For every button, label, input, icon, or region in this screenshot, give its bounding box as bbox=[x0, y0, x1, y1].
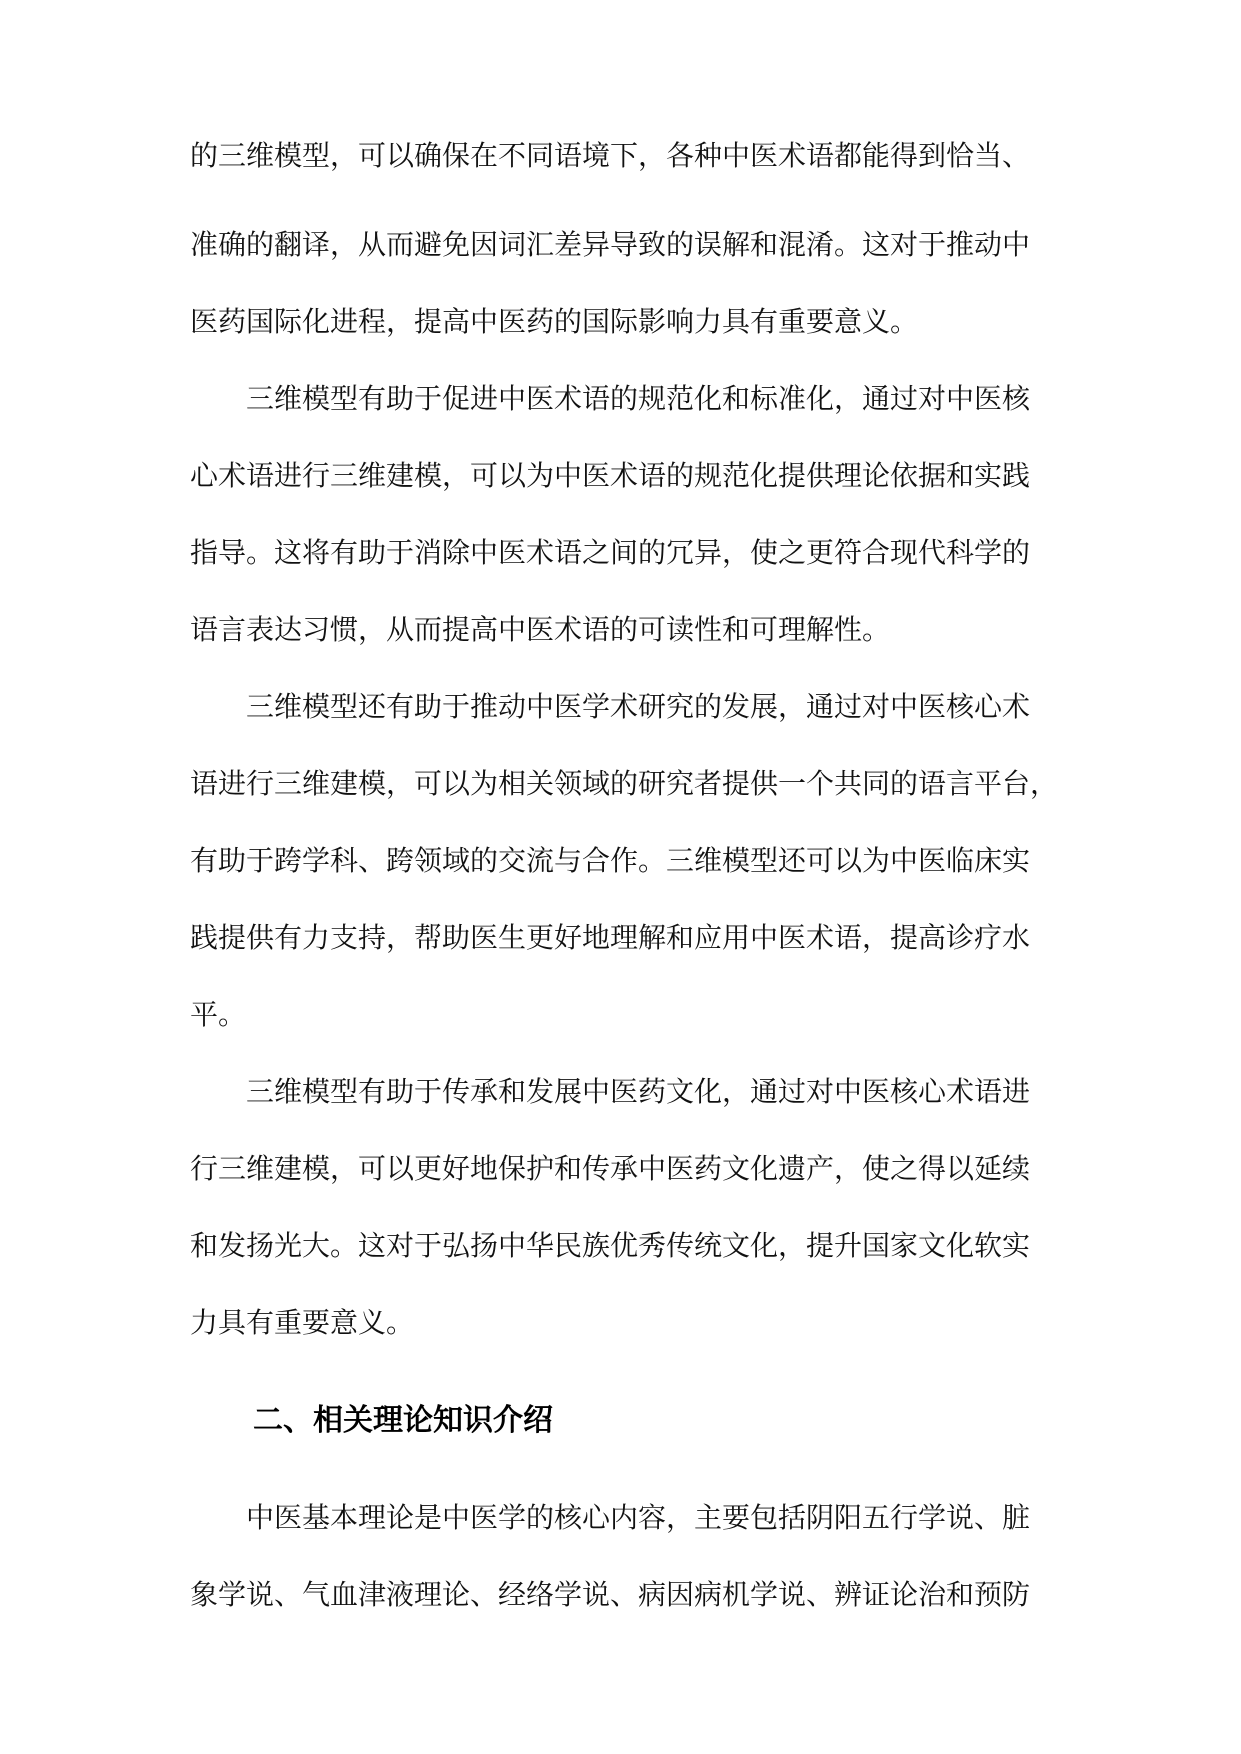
paragraph-3-line-1: 三维模型还有助于推动中医学术研究的发展，通过对中医核心术 bbox=[246, 690, 1031, 723]
paragraph-2-line-3: 指导。这将有助于消除中医术语之间的冗异，使之更符合现代科学的 bbox=[190, 536, 1031, 569]
paragraph-3-line-3: 有助于跨学科、跨领域的交流与合作。三维模型还可以为中医临床实 bbox=[190, 844, 1031, 877]
section-heading: 二、相关理论知识介绍 bbox=[253, 1403, 553, 1438]
paragraph-2-line-4: 语言表达习惯，从而提高中医术语的可读性和可理解性。 bbox=[190, 613, 891, 646]
paragraph-2-line-1: 三维模型有助于促进中医术语的规范化和标准化，通过对中医核 bbox=[246, 382, 1031, 415]
paragraph-4-line-2: 行三维建模，可以更好地保护和传承中医药文化遗产，使之得以延续 bbox=[190, 1152, 1031, 1185]
paragraph-4-line-1: 三维模型有助于传承和发展中医药文化，通过对中医核心术语进 bbox=[246, 1075, 1031, 1108]
paragraph-4-line-4: 力具有重要意义。 bbox=[190, 1306, 415, 1339]
paragraph-1-line-2: 准确的翻译，从而避免因词汇差异导致的误解和混淆。这对于推动中 bbox=[190, 228, 1031, 261]
paragraph-5-line-2: 象学说、气血津液理论、经络学说、病因病机学说、辨证论治和预防 bbox=[190, 1578, 1031, 1611]
paragraph-4-line-3: 和发扬光大。这对于弘扬中华民族优秀传统文化，提升国家文化软实 bbox=[190, 1229, 1031, 1262]
paragraph-3-line-4: 践提供有力支持，帮助医生更好地理解和应用中医术语，提高诊疗水 bbox=[190, 921, 1031, 954]
paragraph-2-line-2: 心术语进行三维建模，可以为中医术语的规范化提供理论依据和实践 bbox=[190, 459, 1031, 492]
paragraph-1-line-3: 医药国际化进程，提高中医药的国际影响力具有重要意义。 bbox=[190, 305, 919, 338]
paragraph-5-line-1: 中医基本理论是中医学的核心内容，主要包括阴阳五行学说、脏 bbox=[246, 1501, 1031, 1534]
paragraph-1-line-1: 的三维模型，可以确保在不同语境下，各种中医术语都能得到恰当、 bbox=[190, 139, 1031, 172]
paragraph-3-line-2: 语进行三维建模，可以为相关领域的研究者提供一个共同的语言平台， bbox=[190, 767, 1059, 800]
paragraph-3-line-5: 平。 bbox=[190, 998, 247, 1031]
